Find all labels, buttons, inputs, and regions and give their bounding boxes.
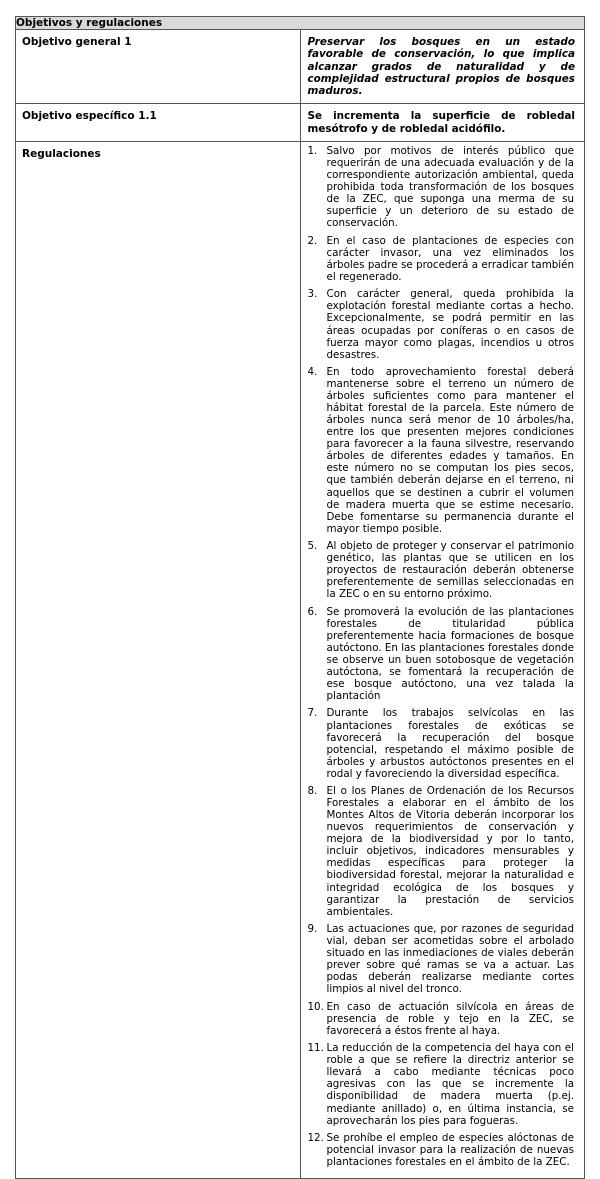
list-item — [308, 1132, 575, 1168]
list-item — [308, 540, 575, 600]
item-number: 2. — [307, 234, 318, 247]
list-item — [308, 606, 575, 702]
item-text: Se promoverá la evolución de las plantaciones forestales de titularidad pública preferentemente hacia formaciones de bosque autóctono. En las plantaciones forestales donde se observe un buen sotobosque de vegetación autóctona, se fomentará la recuperación de ese bosque autóctono, una vez talada la plantación — [326, 605, 574, 703]
list-item — [308, 145, 575, 229]
item-number: 5. — [307, 540, 318, 553]
regulations-cell — [300, 142, 585, 1178]
regulations-list — [301, 142, 585, 1177]
general-objective-label: Objetivo general 1 — [16, 30, 301, 104]
item-text: Las actuaciones que, por razones de seguridad vial, deban ser acometidas sobre el arbolado situado en las inmediaciones de viales deberán prever sobre qué ramas se va a actuar. Las podas deberán realizarse mediante cortes limpios al nivel del tronco. — [326, 923, 574, 996]
list-item — [308, 707, 575, 779]
item-number: 3. — [307, 288, 318, 301]
item-text: Salvo por motivos de interés público que requerirán de una adecuada evaluación y de la correspondiente autorización ambiental, queda prohibida toda transformación de los bosques de la ZEC, que suponga una merma de su superficie y un deterioro de su estado de conservación. — [326, 145, 574, 230]
table-title: Objetivos y regulaciones — [16, 17, 585, 30]
item-number: 11. — [307, 1042, 324, 1055]
item-number: 4. — [307, 366, 318, 379]
item-text: Durante los trabajos selvícolas en las plantaciones forestales de exóticas se favorecerá la recuperación del bosque potencial, respetando el máximo posible de árboles y arbustos autóctonos presentes en el rodal y favoreciendo la diversidad específica. — [326, 707, 574, 780]
list-item — [308, 785, 575, 918]
table-header-row — [16, 17, 585, 30]
item-text: En caso de actuación silvícola en áreas de presencia de roble y tejo en la ZEC, se favorecerá a éstos frente al haya. — [326, 1000, 574, 1037]
specific-objective-label: Objetivo específico 1.1 — [16, 104, 301, 142]
item-number: 1. — [307, 145, 318, 158]
regulations-row — [16, 142, 585, 1178]
objectives-table — [15, 16, 585, 1179]
item-text: El o los Planes de Ordenación de los Recursos Forestales a elaborar en el ámbito de los Montes Altos de Vitoria deberán incorporar los nuevos requerimientos de conservación y mejora de la biodiversidad y por lo tanto, incluir objetivos, indicadores mensurables y medidas específicas para proteger la biodiversidad forestal, mejorar la naturalidad e integridad ecológica de los bosques y garantizar la prestación de servicios ambientales. — [326, 785, 574, 918]
item-number: 12. — [307, 1131, 324, 1144]
list-item — [308, 1042, 575, 1126]
item-text: Con carácter general, queda prohibida la explotación forestal mediante cortas a hecho. Excepcionalmente, se podrá permitir en las áreas ocupadas por coníferas o en casos de fuerza mayor como plagas, incendios u otros desastres. — [326, 288, 574, 361]
item-number: 9. — [307, 923, 318, 936]
list-item — [308, 288, 575, 360]
item-number: 6. — [307, 605, 318, 618]
general-objective-row — [16, 30, 585, 104]
item-text: Al objeto de proteger y conservar el patrimonio genético, las plantas que se utilicen en los proyectos de restauración deberán obtenerse preferentemente de semillas seleccionadas en la ZEC o en su entorno próximo. — [326, 540, 574, 601]
general-objective-text: Preservar los bosques en un estado favorable de conservación, lo que implica alcanzar grados de naturalidad y de complejidad estructural propios de bosques maduros. — [300, 30, 585, 104]
specific-objective-row — [16, 104, 585, 142]
item-number: 10. — [307, 1000, 324, 1013]
item-text: La reducción de la competencia del haya con el roble a que se refiere la directriz anterior se llevará a cabo mediante técnicas poco agresivas con las que se incremente la disponibilidad de madera muerta (p.ej. mediante anillado) o, en última instancia, se aprovecharán los pies para fogueras. — [326, 1042, 574, 1127]
list-item — [308, 923, 575, 995]
list-item — [308, 235, 575, 283]
item-text: En todo aprovechamiento forestal deberá mantenerse sobre el terreno un número de árboles suficientes como para mantener el hábitat forestal de la parcela. Este número de árboles nunca será menor de 10 árboles/ha, entre los que presenten mejores condiciones para favorecer a la fauna silvestre, reservando árboles de diferentes edades y tamaños. En este número no se computan los pies secos, que también deberán dejarse en el terreno, ni aquellos que se destinen a cubrir el volumen de madera muerta que se estime necesario. Debe fomentarse su permanencia durante el mayor tiempo posible. — [326, 366, 574, 535]
specific-objective-text: Se incrementa la superficie de robledal mesótrofo y de robledal acidófilo. — [300, 104, 585, 142]
item-number: 8. — [307, 785, 318, 798]
item-number: 7. — [307, 707, 318, 720]
list-item — [308, 1001, 575, 1037]
regulations-label: Regulaciones — [16, 142, 301, 1178]
item-text: En el caso de plantaciones de especies con carácter invasor, una vez eliminados los árboles padre se procederá a erradicar también el regenerado. — [326, 234, 574, 283]
item-text: Se prohíbe el empleo de especies alóctonas de potencial invasor para la realización de nuevas plantaciones forestales en el ámbito de la ZEC. — [326, 1131, 574, 1169]
list-item — [308, 366, 575, 535]
